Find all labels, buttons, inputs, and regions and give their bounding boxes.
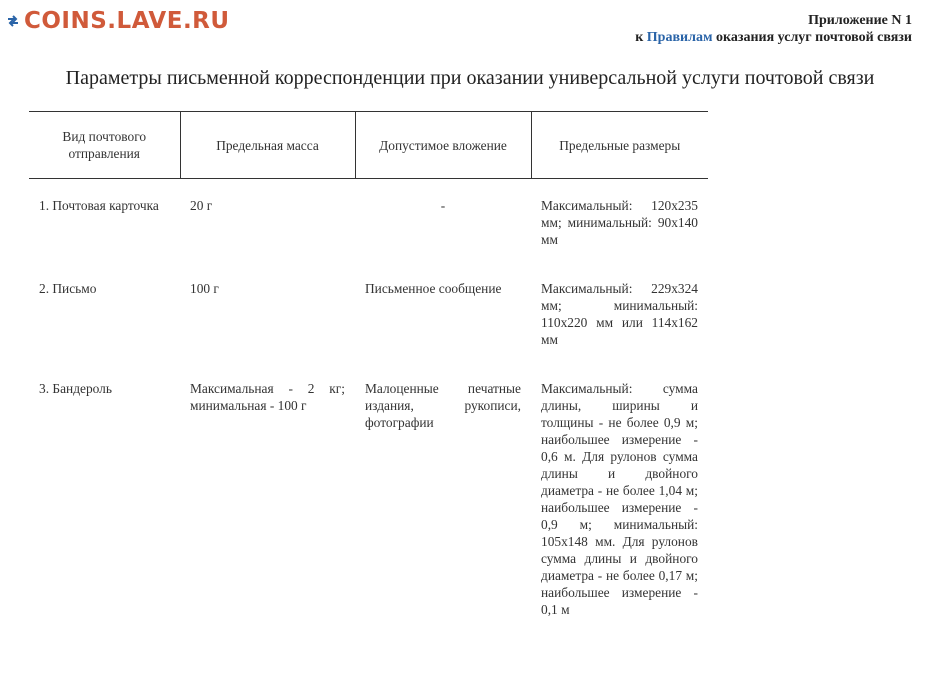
parameters-table (29, 111, 708, 650)
table-row (29, 179, 708, 281)
appendix-title: Приложение N 1 (808, 13, 912, 28)
table-cell: Максимальная - 2 кг; минимальная - 100 г (190, 381, 345, 413)
watermark-text: COINS.LAVE.RU (24, 8, 230, 34)
header-cell: Допустимое вложение (355, 112, 531, 179)
header-cell: Вид почтового отправления (29, 112, 180, 179)
table-cell: 3. Бандероль (39, 381, 112, 396)
table-cell: Малоценные печатные издания, рукописи, фотографии (365, 381, 521, 430)
appendix-prefix: к (635, 30, 644, 45)
table-cell: 1. Почтовая карточка (39, 198, 159, 213)
table-cell: - (440, 198, 446, 213)
table-cell: Максимальный: 120x235 мм; минимальный: 90x140 мм (541, 198, 698, 247)
table-row (29, 280, 708, 380)
header-cell: Предельная масса (180, 112, 355, 179)
document-title: Параметры письменной корреспонденции при оказании универсальной услуги почтовой связи (65, 67, 875, 89)
swap-arrows-icon (6, 14, 20, 28)
table-cell: 20 г (190, 198, 213, 213)
table-cell: 2. Письмо (39, 281, 97, 296)
table-row (29, 380, 708, 650)
table-cell: Письменное сообщение (365, 281, 502, 296)
table-header-row (29, 112, 708, 179)
header-cell: Предельные размеры (531, 112, 708, 179)
table-cell: 100 г (190, 281, 219, 296)
appendix-header (635, 12, 912, 46)
table-cell: Максимальный: 229x324 мм; минимальный: 110x220 мм или 114x162 мм (541, 281, 698, 347)
appendix-reference (635, 29, 912, 46)
rules-link[interactable]: Правилам (646, 30, 713, 45)
table-cell: Максимальный: сумма длины, ширины и толщины - не более 0,9 м; наибольшее измерение - 0,6 м. Для рулонов сумма длины и двойного диаметра - не более 1,04 м; наибольшее измерение - 0,9 м; минимальный: 105x148 мм. Для рулонов сумма длины и двойного диаметра - не более 0,17 м; наибольшее измерение - 0,1 м (541, 381, 698, 617)
appendix-suffix: оказания услуг почтовой связи (715, 30, 912, 45)
watermark-logo (6, 8, 230, 34)
